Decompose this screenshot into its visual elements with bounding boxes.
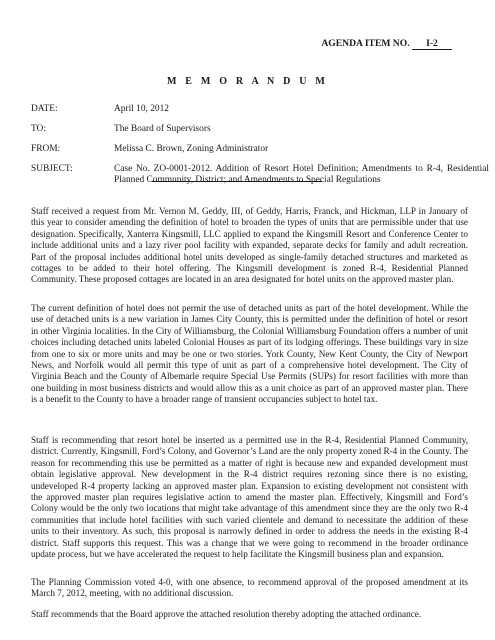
- paragraph-recommendation: Staff is recommending that resort hotel be inserted as a permitted use in the R-4, Residential Planned Community, district. Currently, Kingsmill, Ford’s Colony, and Governor’s Land are the only property zoned R-4 in the County. The reason for recommending this use be permitted as a matter of right is because new and expanded development must obtain legislative approval. New development in the R-4 district requires rezoning since there is no existing, undeveloped R-4 property lacking an approved master plan. Expansion to existing development not consistent with the approved master plan requires legislative action to amend the master plan. Effectively, Kingsmill and Ford’s Colony would be the only two locations that might take advantage of this amendment since they are the only two R-4 communities that include hotel facilities with such varied clientele and demand to necessitate the addition of these units to their inventory. As such, this proposal is narrowly defined in order to address the needs in the existing R-4 district. Staff supports this request. This was a change that we were going to recommend in the broader ordinance update process, but we have accelerated the request to help facilitate the Kingsmill business plan and expansion.: [31, 435, 468, 560]
- paragraph-hotel-definition: The current definition of hotel does not permit the use of detached units as part of the hotel development. While the use of detached units is a new variation in James City County, this is permitted under the definition of hotel or resort in other Virginia localities. In the City of Williamsburg, the Colonial Williamsburg Foundation offers a number of unit choices including detached units labeled Colonial Houses as part of its lodging offerings. These buildings vary in size from one to six or more units and may be one or two stories. York County, New Kent County, the City of Newport News, and Norfolk would all permit this type of unit as part of a comprehensive hotel development. The City of Virginia Beach and the County of Albemarle require Special Use Permits (SUPs) for resort facilities with more than one building in most business districts and would allow this as a unit choice as part of an approved master plan. There is a benefit to the County to have a broader range of transient occupancies subject to hotel tax.: [31, 303, 468, 405]
- agenda-number: I-2: [412, 38, 452, 50]
- subject-label: SUBJECT:: [31, 164, 73, 174]
- to-label: TO:: [31, 124, 46, 134]
- agenda-item-number: [321, 38, 452, 50]
- memo-title: M E M O R A N D U M: [166, 76, 329, 87]
- from-label: FROM:: [31, 144, 61, 154]
- date-label: DATE:: [31, 104, 58, 114]
- from-value: Melissa C. Brown, Zoning Administrator: [114, 144, 269, 154]
- paragraph-planning-commission: The Planning Commission voted 4-0, with one absence, to recommend approval of the proposed amendment at its March 7, 2012, meeting, with no additional discussion.: [31, 577, 468, 599]
- to-value: The Board of Supervisors: [114, 124, 211, 134]
- paragraph-request: Staff received a request from Mr. Vernon M. Geddy, III, of Geddy, Harris, Franck, and Hickman, LLP in January of this year to consider amending the definition of hotel to broaden the types of units that are permissible under that use designation. Specifically, Xanterra Kingsmill, LLC applied to expand the Kingsmill Resort and Conference Center to include additional units and a lazy river pool facility with expanded, separate decks for family and adult recreation. Part of the proposal includes additional hotel units developed as single-family detached structures and marketed as cottages to be added to their hotel offering. The Kingsmill development is zoned R-4, Residential Planned Community. These proposed cottages are located in an area designated for hotel units on the approved master plan.: [31, 206, 468, 285]
- agenda-label: AGENDA ITEM NO.: [321, 38, 410, 49]
- subject-underline: [152, 181, 322, 182]
- date-value: April 10, 2012: [114, 104, 169, 114]
- subject-value: Case No. ZO-0001-2012. Addition of Resort Hotel Definition; Amendments to R-4, Residential Planned Community, District; and Amendments to Special Regulations: [114, 164, 489, 186]
- paragraph-staff-recommends: Staff recommends that the Board approve the attached resolution thereby adopting the attached ordinance.: [31, 609, 422, 619]
